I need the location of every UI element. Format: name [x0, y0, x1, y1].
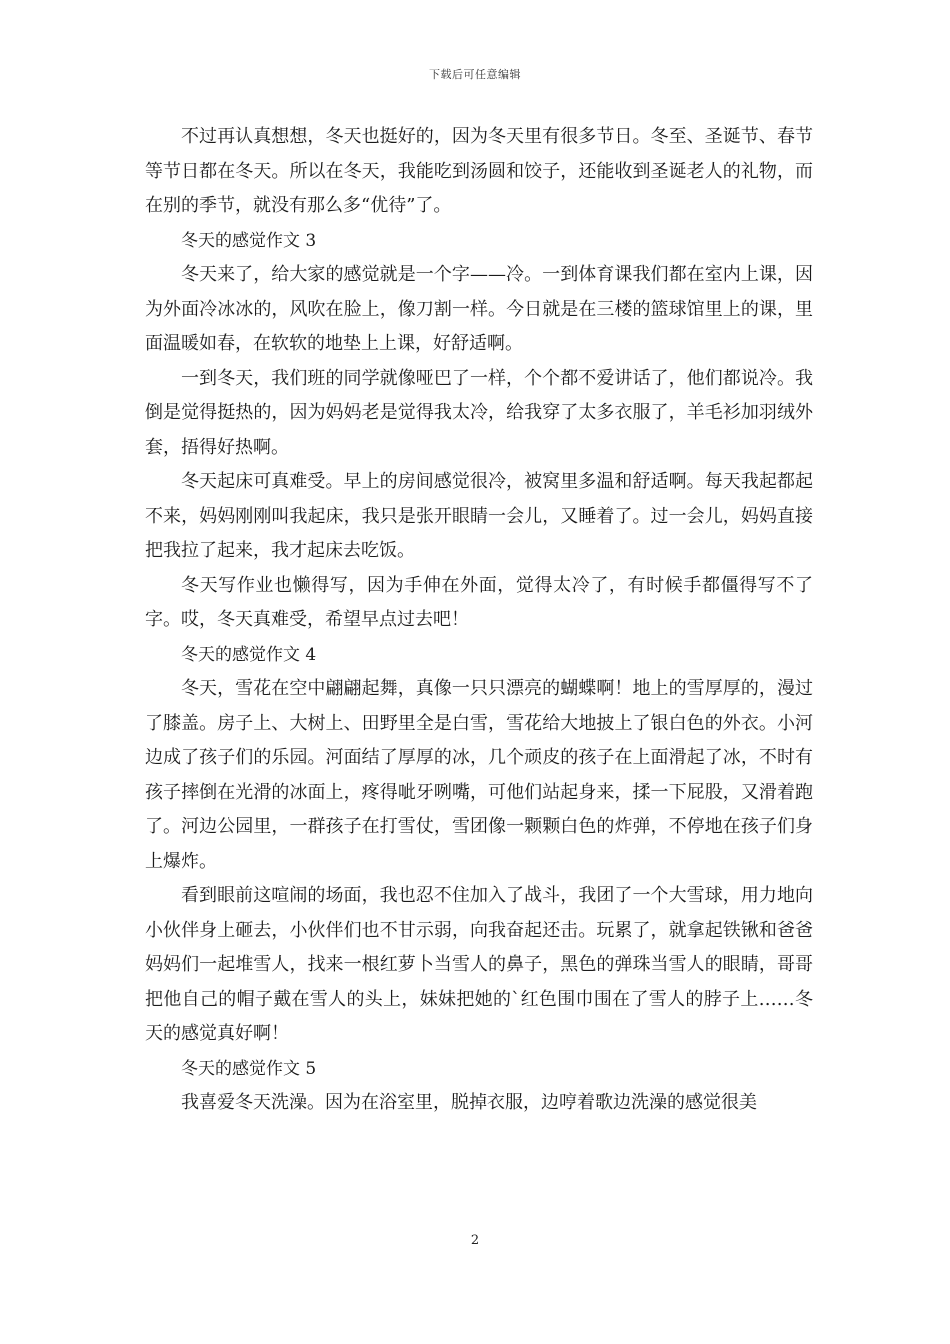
paragraph: 冬天，雪花在空中翩翩起舞，真像一只只漂亮的蝴蝶啊！地上的雪厚厚的，漫过了膝盖。房子上、大树上、田野里全是白雪，雪花给大地披上了银白色的外衣。小河边成了孩子们的乐园。河面结了厚厚的冰，几个顽皮的孩子在上面滑起了冰，不时有孩子摔倒在光滑的冰面上，疼得呲牙咧嘴，可他们站起身来，揉一下屁股，又滑着跑了。河边公园里，一群孩子在打雪仗，雪团像一颗颗白色的炸弹，不停地在孩子们身上爆炸。 — [145, 678, 813, 872]
section-heading: 冬天的感觉作文 4 — [181, 644, 317, 665]
paragraph: 冬天来了，给大家的感觉就是一个字——冷。一到体育课我们都在室内上课，因为外面冷冰冰的，风吹在脸上，像刀割一样。今日就是在三楼的篮球馆里上的课，里面温暖如春，在软软的地垫上上课，好舒适啊。 — [145, 264, 813, 354]
section-heading: 冬天的感觉作文 5 — [181, 1058, 317, 1079]
document-body — [145, 120, 813, 1121]
page-number: 2 — [470, 1233, 480, 1248]
paragraph: 看到眼前这喧闹的场面，我也忍不住加入了战斗，我团了一个大雪球，用力地向小伙伴身上砸去，小伙伴们也不甘示弱，向我奋起还击。玩累了，就拿起铁锹和爸爸妈妈们一起堆雪人，找来一根红萝卜当雪人的鼻子，黑色的弹珠当雪人的眼睛，哥哥把他自己的帽子戴在雪人的头上，妹妹把她的`红色围巾围在了雪人的脖子上……冬天的感觉真好啊！ — [145, 885, 813, 1044]
page-header: 下载后可任意编辑 — [429, 68, 521, 81]
paragraph: 一到冬天，我们班的同学就像哑巴了一样，个个都不爱讲话了，他们都说冷。我倒是觉得挺热的，因为妈妈老是觉得我太冷，给我穿了太多衣服了，羊毛衫加羽绒外套，捂得好热啊。 — [145, 367, 813, 458]
paragraph: 我喜爱冬天洗澡。因为在浴室里，脱掉衣服，边哼着歌边洗澡的感觉很美 — [181, 1092, 757, 1113]
paragraph: 冬天写作业也懒得写，因为手伸在外面，觉得太冷了，有时候手都僵得写不了字。哎，冬天真难受，希望早点过去吧！ — [145, 574, 813, 630]
paragraph: 不过再认真想想，冬天也挺好的，因为冬天里有很多节日。冬至、圣诞节、春节等节日都在冬天。所以在冬天，我能吃到汤圆和饺子，还能收到圣诞老人的礼物，而在别的季节，就没有那么多“优待”了。 — [145, 126, 813, 216]
paragraph: 冬天起床可真难受。早上的房间感觉很冷，被窝里多温和舒适啊。每天我起都起不来，妈妈刚刚叫我起床，我只是张开眼睛一会儿，又睡着了。过一会儿，妈妈直接把我拉了起来，我才起床去吃饭。 — [145, 471, 813, 561]
section-heading: 冬天的感觉作文 3 — [181, 230, 317, 251]
